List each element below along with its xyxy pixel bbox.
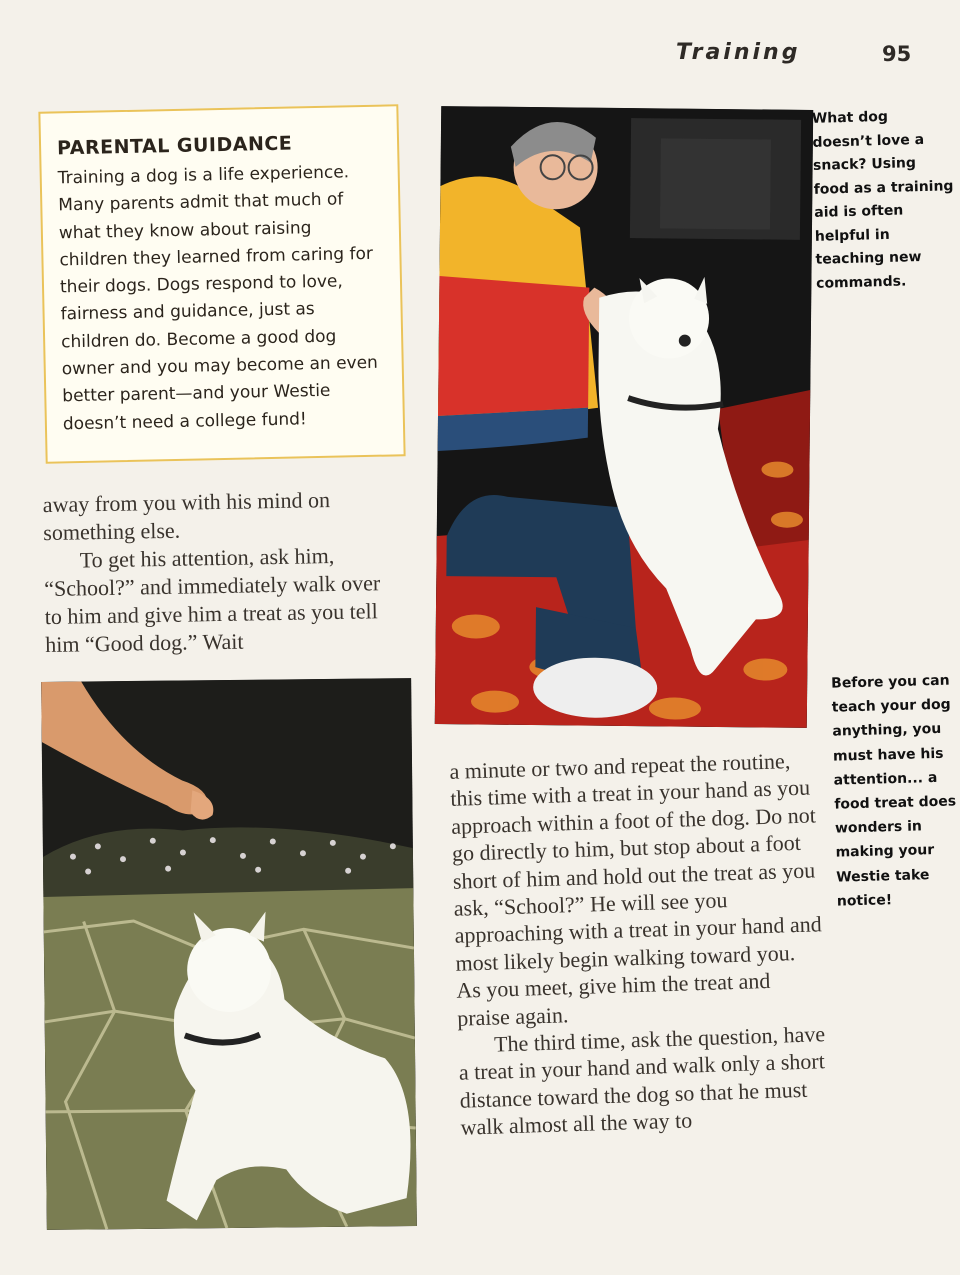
page-number: 95 (882, 42, 912, 66)
photo-caption-top: What dog doesn’t love a snack? Using food as a training aid is often helpful in teaching new commands. (811, 108, 954, 292)
photo-illustration (41, 678, 417, 1230)
photo-caption-bottom: Before you can teach your dog anything, you must have his attention... a food treat does wonders in making your Westie take notice! (830, 672, 957, 910)
body-paragraph: The third time, ask the question, have a treat in your hand and walk only a short distance toward the dog so that he must walk almost all the way to (458, 1021, 826, 1140)
body-text-right-column (449, 746, 829, 1141)
running-head: Training (676, 40, 801, 65)
body-paragraph: To get his attention, ask him, “School?” and immediately walk over to him and give him a treat as you tell him “Good dog.” Wait (44, 543, 381, 658)
body-text-left-column (43, 485, 398, 659)
photo-illustration (435, 106, 813, 728)
photo-westie-looking-up (41, 678, 417, 1230)
sidebar-text: Training a dog is a life experience. Many parents admit that much of what they know about raising children they learned from caring for their dogs. Dogs respond to love, fairness and guidance, just as children do. Become a good dog owner and you may become an even better parent—and your Westie doesn’t need a college fund! (57, 162, 379, 435)
parental-guidance-sidebar (38, 104, 405, 463)
sidebar-title: PARENTAL GUIDANCE (56, 132, 293, 160)
body-paragraph: away from you with his mind on something else. (42, 487, 331, 546)
photo-woman-feeding-westie (435, 106, 813, 728)
body-paragraph: a minute or two and repeat the routine, this time with a treat in your hand as you approach within a foot of the dog. Do not go directly to him, but stop about a foot short of him and hold out the treat as you ask, “School?” He will see you approaching with a treat in your hand and most likely begin walking toward you. As you meet, give him the treat and praise again. (449, 748, 823, 1031)
